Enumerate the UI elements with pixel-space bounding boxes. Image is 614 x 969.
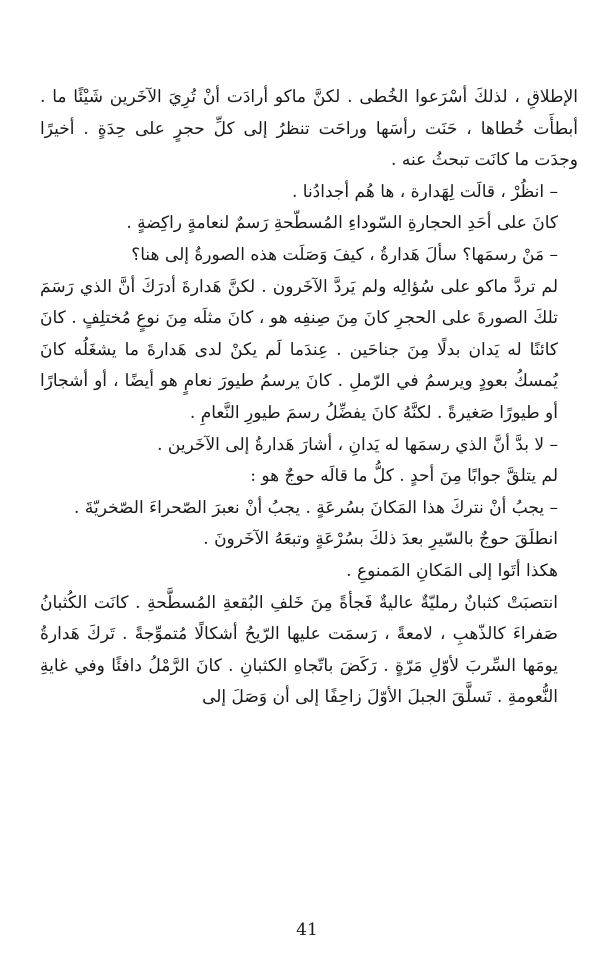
paragraph-7: لم يتلقَّ جوابًا مِنَ أحدٍ . كلُّ ما قالَه حوجٌ هو : [250,466,558,487]
paragraph-3: كانَ على أحَدِ الحجارةِ السّوداءِ المُسطّحةِ رَسمٌ لنعامةٍ راكِضةٍ . [126,213,558,234]
paragraph-9: انطلَقَ حوجٌ بالسّيرِ بعدَ ذلكَ بسُرْعَةٍ وتبعَهُ الآخَرونَ . [203,529,558,550]
paragraph-6: – لا بدَّ أنَّ الذي رسمَها له يَدانِ ، أشارَ هَدارةُ إلى الآخَرين . [157,434,558,455]
paragraph-5: لم تردَّ ماكو على سُؤالِه ولم يَردَّ الآخَرون . لكنَّ هَدارةَ أدرَكَ أنَّ الذي رَسَمَ تلكَ الصورةَ على الحجرِ كانَ مِنَ صِنفِه هو ، كانَ مثلَه مِنَ نوعٍ مُختلِفٍ . كانَ كائنًا له يَدان بدلًا مِنَ جناحَين . عِندَما لَم يكنْ لدى هَدارةَ ما يشغَلُه كانَ يُمسكُ بعودٍ ويرسمُ في الرّملِ . كانَ يرسمُ طيورَ نعامٍ هو أيضًا ، أو أشجارًا أو طيورًا صَغيرةً . لكنَّهُ كانَ يفضِّلُ رسمَ طيورِ النَّعامِ . [40,276,558,423]
body-text [40,82,578,714]
paragraph-11: انتصبَتْ كثبانٌ رمليّةٌ عاليةٌ فَجأةً مِنَ خَلفِ البُقعةِ المُسطَّحةِ . كانَت الكُثبانُ صَفراءَ كالذّهبِ ، لامعةً ، رَسمَت عليها الرّيحُ أشكالًا مُتموِّجةً . تَركَ هَدارةُ يومَها السِّربَ لأوّلِ مَرّةٍ . رَكَضَ باتّجاهِ الكثبانِ . كانَ الرَّمْلُ دافئًا وفي غايةِ النُّعومةِ . تَسلَّقَ الجبلَ الأوّلَ زاحِفًا إلى أن وَصَلَ إلى [40,592,558,708]
page-number: 41 [296,920,318,940]
paragraph-8: – يجبُ أنْ نتركَ هذا المَكانَ بسُرعَةٍ . يجبُ أنْ نعبرَ الصّحراءَ الصّخريّةَ . [74,497,558,518]
paragraph-1: الإطلاقِ ، لذلكَ أسْرَعوا الخُطى . لكنَّ ماكو أرادَت أنْ تُرِيَ الآخَرين شَيْئًا ما . أبطأَت خُطاها ، حَنَت رأسَها وراحَت تنظرُ إلى كلِّ حجرٍ على حِدَةٍ . أخيرًا وجدَت ما كانَت تبحثُ عنه . [40,87,578,171]
paragraph-2: – انظُرْ ، قالَت لِهَدارة ، ها هُم أجدادُنا . [291,181,558,202]
paragraph-10: هكذا أتَوا إلى المَكانِ المَمنوعِ . [346,560,558,581]
paragraph-4: – مَنْ رسمَها؟ سألَ هَدارةُ ، كيفَ وَصَلَت هذه الصورةُ إلى هنا؟ [131,244,558,265]
